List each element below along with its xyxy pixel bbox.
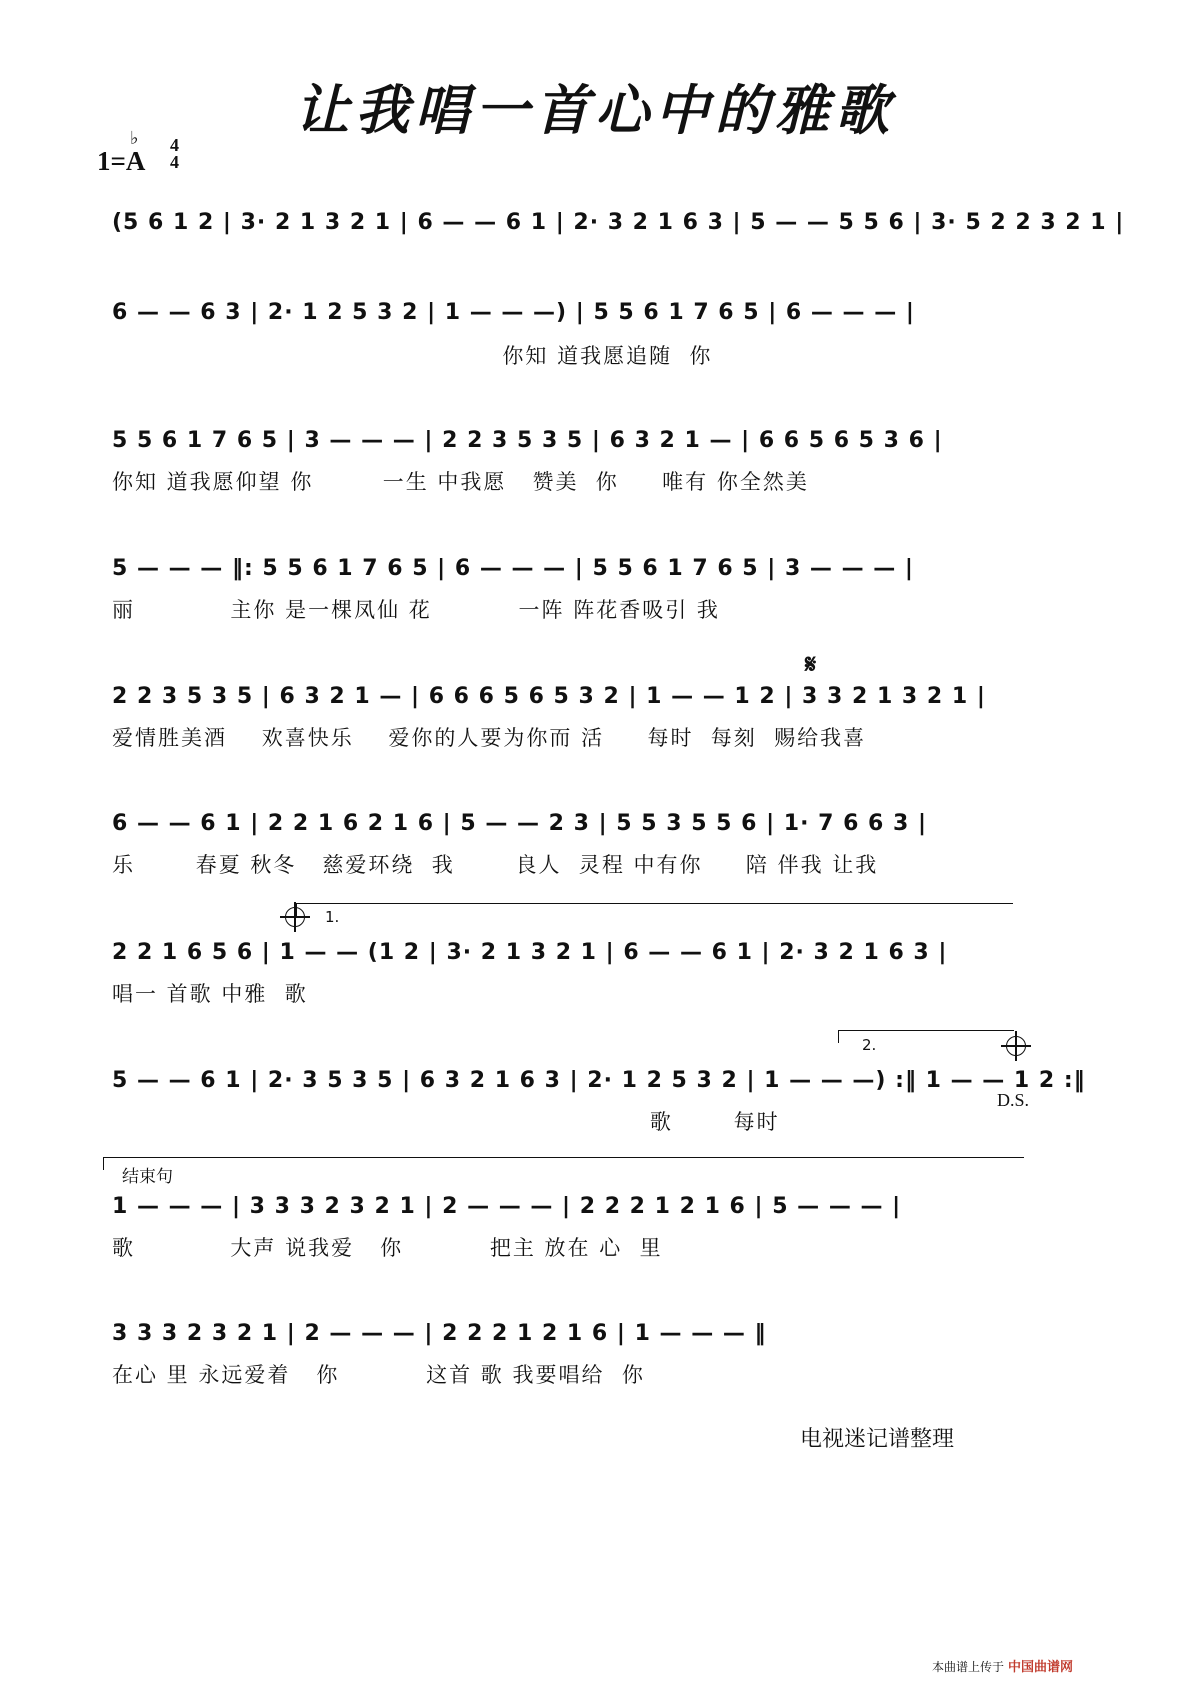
lyric-line-10: 在心 里 永远爱着 你 这首 歌 我要唱给 你 bbox=[112, 1363, 645, 1387]
key-letter: A bbox=[125, 146, 146, 176]
key-prefix: 1= bbox=[97, 146, 126, 176]
lyric-line-7: 唱一 首歌 中雅 歌 bbox=[112, 982, 308, 1006]
ending-bracket bbox=[103, 1157, 1024, 1170]
time-bottom: 4 bbox=[170, 152, 179, 172]
time-top: 4 bbox=[170, 135, 179, 155]
lyric-line-3: 你知 道我愿仰望 你 一生 中我愿 赞美 你 唯有 你全然美 bbox=[112, 470, 809, 494]
score-line-1: (5 6 1 2 | 3· 2 1 3 2 1 | 6 — — 6 1 | 2· 3 2 1 6 3 | 5 — — 5 5 6 | 3· 5 2 2 3 2 1 | bbox=[112, 210, 1125, 235]
score-line-5: 2 2 3 5 3 5 | 6 3 2 1 — | 6 6 6 5 6 5 3 2 | 1 — — 1 2 | 3 3 2 1 3 2 1 | bbox=[112, 684, 986, 709]
lyric-line-8: 歌 每时 bbox=[112, 1110, 780, 1134]
volta-1-label: 1. bbox=[325, 908, 340, 926]
score-line-6: 6 — — 6 1 | 2 2 1 6 2 1 6 | 5 — — 2 3 | 5 5 3 5 5 6 | 1· 7 6 6 3 | bbox=[112, 811, 928, 836]
score-line-7: 2 2 1 6 5 6 | 1 — — (1 2 | 3· 2 1 3 2 1 | 6 — — 6 1 | 2· 3 2 1 6 3 | bbox=[112, 940, 948, 965]
site-logo[interactable]: 中国曲谱网 bbox=[1008, 1660, 1074, 1675]
score-line-2: 6 — — 6 3 | 2· 1 2 5 3 2 | 1 — — —) | 5 5 6 1 7 6 5 | 6 — — — | bbox=[112, 300, 915, 325]
time-signature bbox=[170, 137, 179, 171]
score-line-9: 1 — — — | 3 3 3 2 3 2 1 | 2 — — — | 2 2 2 1 2 1 6 | 5 — — — | bbox=[112, 1194, 902, 1219]
lyric-line-5: 爱情胜美酒 欢喜快乐 爱你的人要为你而 活 每时 每刻 赐给我喜 bbox=[112, 726, 867, 750]
lyric-line-4: 丽 主你 是一棵凤仙 花 一阵 阵花香吸引 我 bbox=[112, 598, 720, 622]
coda-icon-2 bbox=[1006, 1036, 1026, 1056]
page-title: 让我唱一首心中的雅歌 bbox=[295, 78, 895, 142]
ending-label: 结束句 bbox=[122, 1167, 173, 1187]
score-line-10: 3 3 3 2 3 2 1 | 2 — — — | 2 2 2 1 2 1 6 | 1 — — — ‖ bbox=[112, 1321, 767, 1346]
segno-sign: 𝄋 bbox=[805, 650, 817, 680]
flat-sign: ♭ bbox=[130, 128, 139, 148]
footer bbox=[932, 1656, 1073, 1675]
key-signature bbox=[97, 128, 179, 177]
arranger-credit: 电视迷记谱整理 bbox=[800, 1427, 955, 1452]
ds-mark: D.S. bbox=[997, 1090, 1030, 1110]
lyric-line-6: 乐 春夏 秋冬 慈爱环绕 我 良人 灵程 中有你 陪 伴我 让我 bbox=[112, 853, 879, 877]
volta-1-bracket bbox=[296, 903, 1013, 918]
volta-2-label: 2. bbox=[862, 1036, 877, 1054]
score-line-4: 5 — — — ‖: 5 5 6 1 7 6 5 | 6 — — — | 5 5 6 1 7 6 5 | 3 — — — | bbox=[112, 556, 914, 581]
footer-text: 本曲谱上传于 bbox=[932, 1660, 1005, 1674]
score-line-8: 5 — — 6 1 | 2· 3 5 3 5 | 6 3 2 1 6 3 | 2· 1 2 5 3 2 | 1 — — —) :‖ 1 — — 1 2 :‖ bbox=[112, 1068, 1086, 1093]
lyric-line-2: 你知 道我愿追随 你 bbox=[112, 344, 713, 368]
lyric-line-9: 歌 大声 说我爱 你 把主 放在 心 里 bbox=[112, 1236, 663, 1260]
score-line-3: 5 5 6 1 7 6 5 | 3 — — — | 2 2 3 5 3 5 | 6 3 2 1 — | 6 6 5 6 5 3 6 | bbox=[112, 428, 943, 453]
